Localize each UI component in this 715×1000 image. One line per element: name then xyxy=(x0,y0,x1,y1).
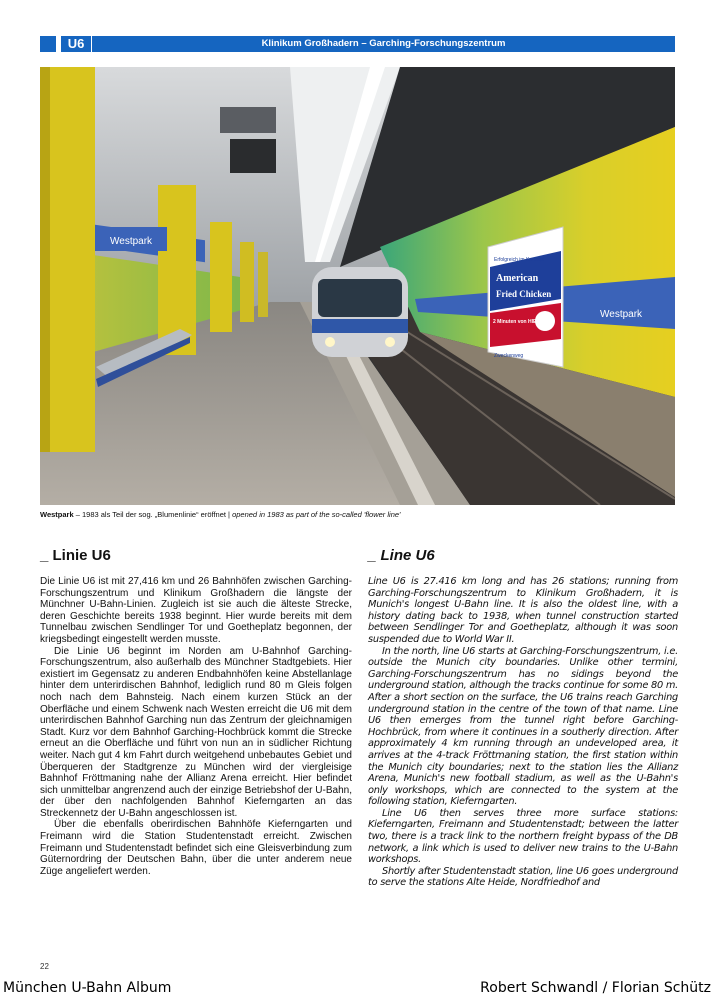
station-photo xyxy=(40,67,675,505)
ad-text-3: Fried Chicken xyxy=(496,289,552,299)
ad-text-2: American xyxy=(496,273,539,284)
page-number: 22 xyxy=(40,962,49,971)
paragraph-en-1: Line U6 is 27.416 km long and has 26 stations; running from Garching-Forschungszentrum to Klinikum Großhadern, it is Munich's longest U-Bahn line. It is also the oldest line, with a history dating back to 1938, when tunnel construction started between Sendlinger Tor and Goetheplatz, although it was soon suspended due to World War II. xyxy=(368,576,678,645)
u-bahn-train xyxy=(312,267,408,357)
heading-de: _ Linie U6 xyxy=(40,547,111,564)
line-badge: U6 xyxy=(58,36,91,52)
photo-caption xyxy=(40,510,675,520)
text-column-en xyxy=(368,576,678,889)
paragraph-en-3: Line U6 then serves three more surface stations: Kieferngarten, Freimann and Studentenstadt; between the latter two, there is a track link to the northern freight bypass of the DB network, a link which is used to deliver new trains to the U-Bahn workshops. xyxy=(368,807,678,866)
footer-authors: Robert Schwandl / Florian Schütz xyxy=(480,980,711,996)
ad-text-1: Erfolgreich im Konzept xyxy=(494,257,545,263)
route-title: Klinikum Großhadern – Garching-Forschungszentrum xyxy=(261,38,506,49)
text-column-de xyxy=(40,576,352,877)
ad-text-5: Zweckenweg xyxy=(494,353,524,359)
station-sign-right: Westpark xyxy=(600,309,643,320)
caption-place: Westpark xyxy=(40,510,74,519)
paragraph-de-2: Die Linie U6 beginnt im Norden am U-Bahnhof Garching-Forschungszentrum, also außerhalb des Münchner Stadtgebiets. Hier existiert im Gegensatz zu anderen Endbahnhöfen keine Abstellanlage hinter dem unterirdischen Bahnhof, lediglich rund 80 m Gleis folgen noch nach dem Bahnsteig. Nach einem kurzen Stück an der Oberfläche und einem Schwenk nach Westen erreicht die U6 mit dem unterirdischen Bahnhof Garching nun das Zentrum der gleichnamigen Stadt. Kurz vor dem Bahnhof Garching-Hochbrück kommt die Strecke erneut an die Oberfläche und führt von nun an in südlicher Richtung weiter. Nach gut 4 km Fahrt durch weitgehend unbebautes Gebiet und Überqueren der Stadtgrenze zu München wird der viergleisige Bahnhof Fröttmaning nahe der Allianz Arena erreicht. Hier befindet sich unmittelbar angrenzend auch der einzige Betriebshof der U-Bahn, der über den nachfolgenden Bahnhof Kieferngarten an das Streckennetz der U-Bahn angeschlossen ist. xyxy=(40,645,352,819)
station-sign-left: Westpark xyxy=(110,236,153,247)
paragraph-en-2: In the north, line U6 starts at Garching-Forschungszentrum, i.e. outside the Munich city boundaries. Unlike other termini, Garching-Forschungszentrum has no sidings beyond the underground station, although the tracks continue for some 80 m. After a short section on the surface, the U6 trains reach Garching underground station in the centre of the town of that name. Line U6 then emerges from the tunnel right before Garching-Hochbrück, from where it continues in a southerly direction. After approximately 4 km running through an undeveloped area, it arrives at the 4-track Fröttmaning station, the first station within the Munich city boundaries; next to the station lies the Allianz Arena, Munich's new football stadium, as well as the U-Bahn's only workshops, which are connected to the system at the following station, Kieferngarten. xyxy=(368,645,678,808)
header-accent-block xyxy=(40,36,56,52)
paragraph-de-3: Über die ebenfalls oberirdischen Bahnhöfe Kieferngarten und Freimann wird die Station Studentenstadt erreicht. Zwischen Freimann und Studentenstadt befindet sich eine Gleisverbindung zum Güternordring der Deutschen Bahn, über die unter anderem neue Züge angeliefert werden. xyxy=(40,819,352,877)
footer-book-title: München U-Bahn Album xyxy=(3,980,172,996)
caption-text-en: opened in 1983 as part of the so-called 'flower line' xyxy=(232,510,401,519)
heading-en: _ Line U6 xyxy=(368,547,435,564)
platform-display xyxy=(230,139,276,173)
paragraph-en-4: Shortly after Studentenstadt station, line U6 goes underground to serve the stations Alte Heide, Nordfriedhof and xyxy=(368,865,678,889)
ad-text-4: 2 Minuten von HIER xyxy=(493,319,540,325)
paragraph-de-1: Die Linie U6 ist mit 27,416 km und 26 Bahnhöfen zwischen Garching-Forschungszentrum und Klinikum Großhadern die längste der Münchner U-Bahn-Linien. Zugleich ist sie auch die älteste Strecke, deren Geschichte bereits 1938 beginnt. Hier wurde bereits mit dem Tunnelbau zwischen Sendlinger Tor und Goetheplatz begonnen, der kriegsbedingt eingestellt werden musste. xyxy=(40,576,352,645)
caption-text-de: – 1983 als Teil der sog. „Blumenlinie“ eröffnet | xyxy=(73,510,233,519)
